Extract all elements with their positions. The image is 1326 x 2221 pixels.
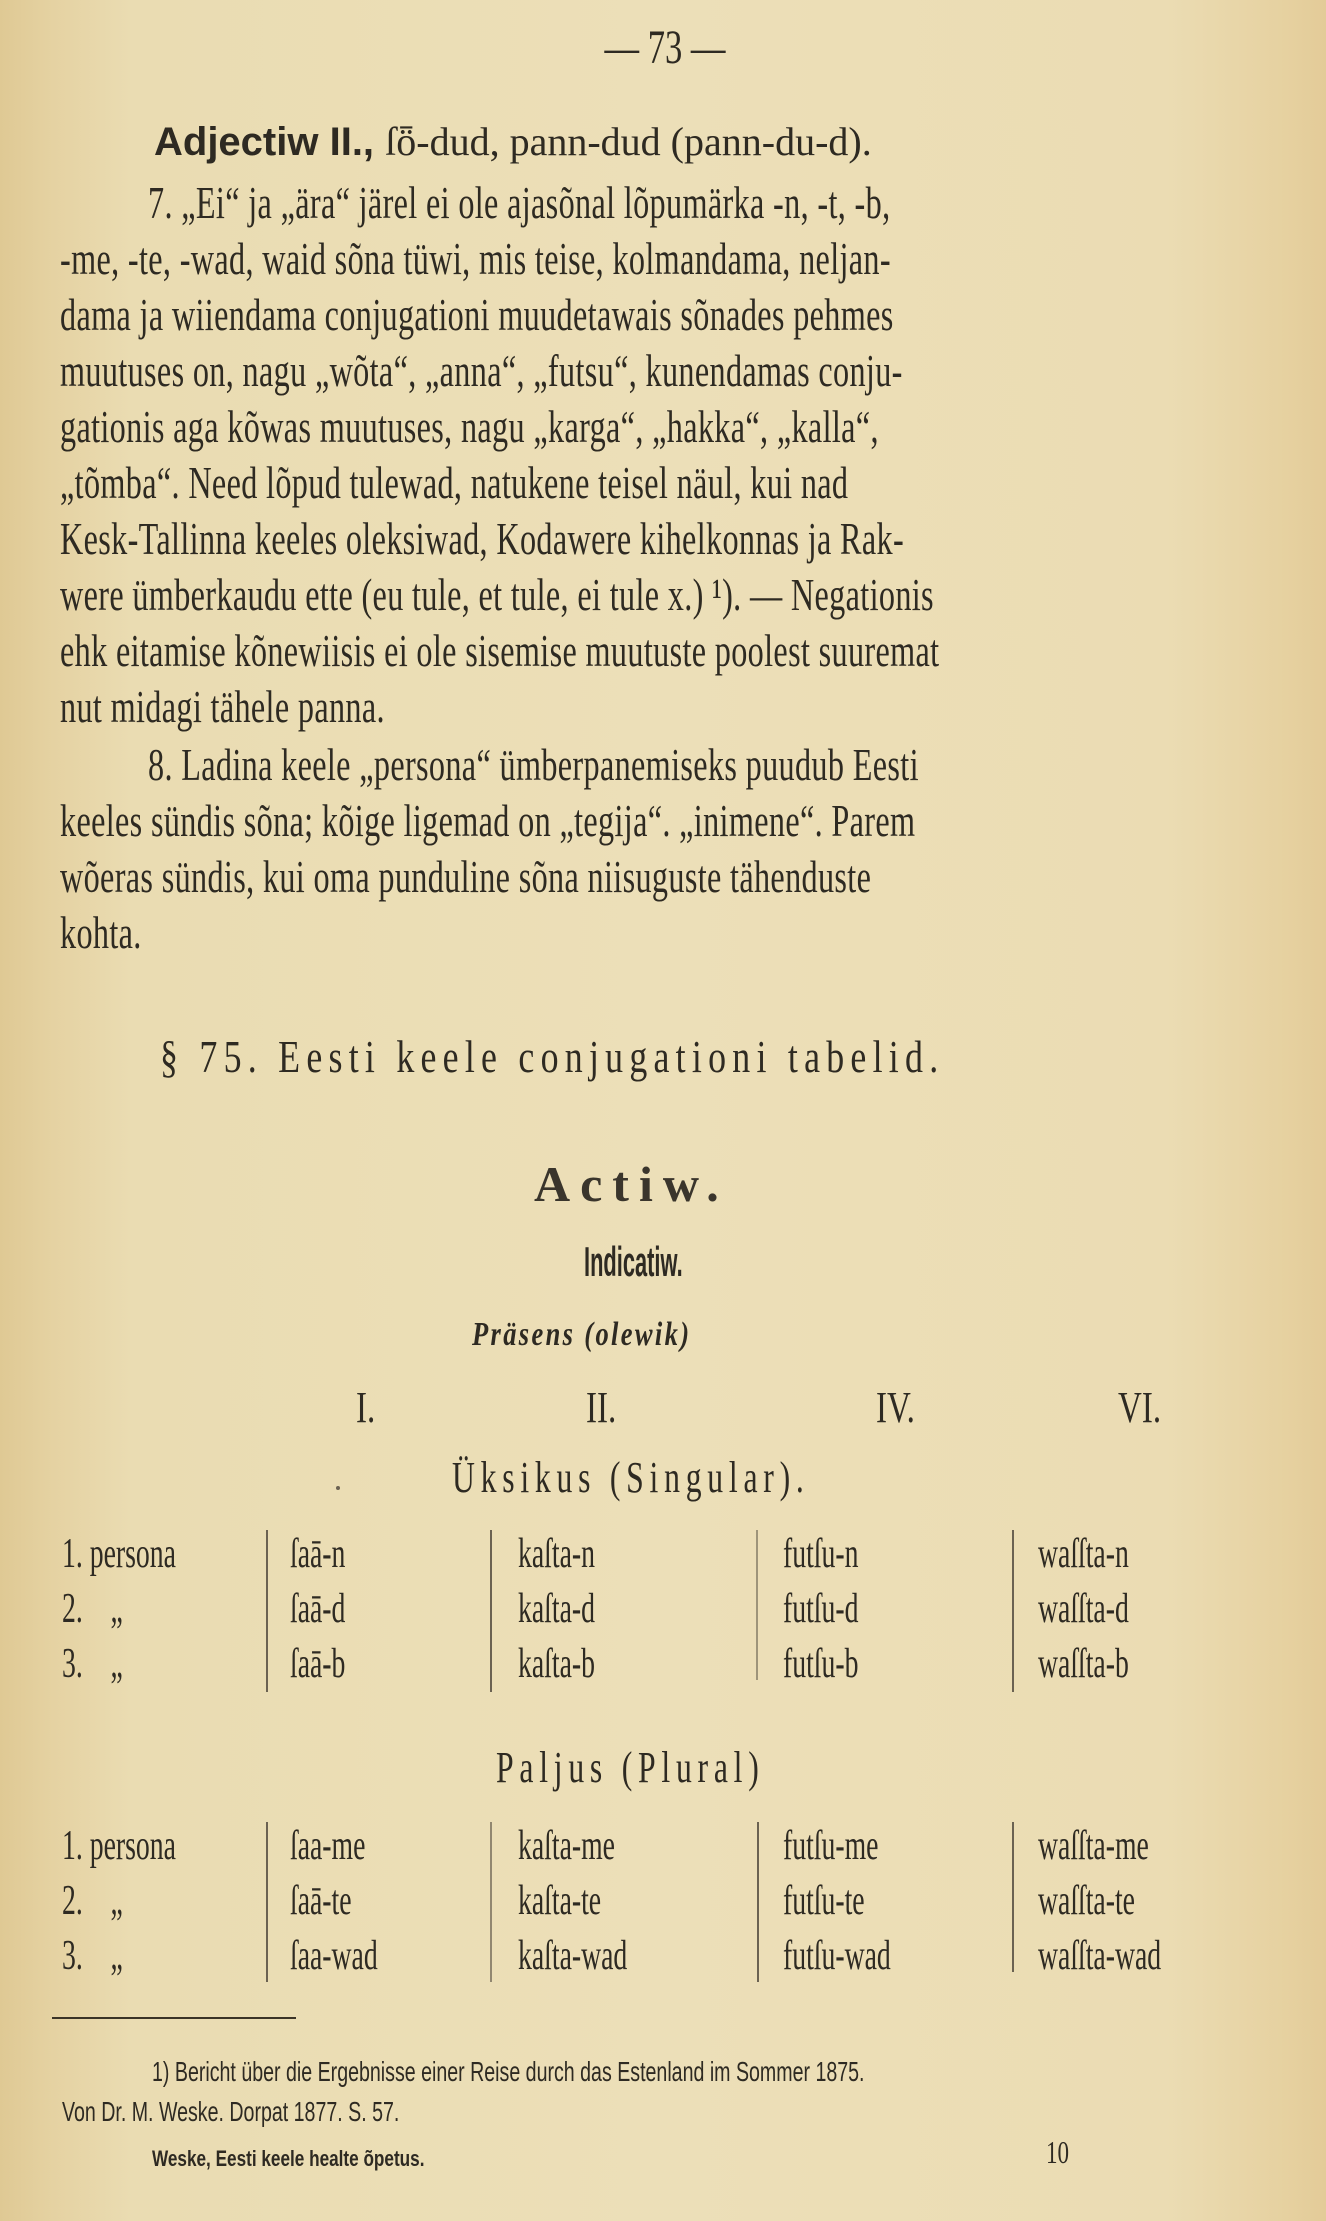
verb-form: futſu-wad: [783, 1933, 891, 1979]
footnote-line: 1) Bericht über die Ergebnisse einer Reise durch das Estenland im Sommer 1875.: [152, 2056, 865, 2087]
paragraph-line: 7. „Ei“ ja „ära“ järel ei ole ajasõnal lõpumärka -n, -t, -b,: [148, 177, 891, 228]
signature-mark: 10: [1046, 2134, 1070, 2170]
person-label: 3. „: [62, 1933, 123, 1979]
running-header: [154, 118, 872, 165]
verb-form: waſſta-te: [1038, 1878, 1135, 1924]
paragraph-line: 8. Ladina keele „persona“ ümberpanemiseks puudub Eesti: [148, 739, 919, 790]
column-rule: [1012, 1822, 1014, 1972]
paragraph-line: wõeras sündis, kui oma punduline sõna niisuguste tähenduste: [60, 851, 872, 902]
column-rule: [266, 1822, 268, 1982]
column-rule: [1012, 1530, 1014, 1692]
voice-heading: Actiw.: [534, 1156, 729, 1212]
verb-form: ſaa-wad: [290, 1933, 378, 1979]
verb-form: ſaā-d: [290, 1586, 346, 1632]
paragraph-line: were ümberkaudu ette (eu tule, et tule, ei tule x.) ¹). — Negationis: [60, 569, 934, 620]
person-label: 2. „: [62, 1878, 123, 1924]
verb-form: waſſta-n: [1038, 1531, 1129, 1577]
verb-form: kaſta-b: [518, 1641, 595, 1687]
verb-form: waſſta-d: [1038, 1586, 1129, 1632]
page-number: — 73 —: [604, 21, 726, 74]
verb-form: futſu-me: [783, 1823, 879, 1869]
section-heading: § 75. Eesti keele conjugationi tabelid.: [160, 1031, 945, 1082]
verb-form: waſſta-wad: [1038, 1933, 1162, 1979]
signature-line: Weske, Eesti keele healte õpetus.: [152, 2146, 425, 2171]
person-label: 2. „: [62, 1586, 123, 1632]
column-rule: [490, 1530, 492, 1692]
verb-form: kaſta-d: [518, 1586, 595, 1632]
column-rule: [266, 1530, 268, 1692]
verb-form: ſaā-te: [290, 1878, 352, 1924]
verb-form: kaſta-me: [518, 1823, 615, 1869]
verb-form: kaſta-n: [518, 1531, 595, 1577]
paragraph-line: ehk eitamise kõnewiisis ei ole sisemise muutuste poolest suuremat: [60, 625, 940, 676]
column-header: IV.: [876, 1383, 915, 1432]
column-rule: [757, 1822, 759, 1982]
person-label: 3. „: [62, 1641, 123, 1687]
singular-heading: Üksikus (Singular).: [452, 1453, 810, 1502]
verb-form: kaſta-te: [518, 1878, 602, 1924]
paragraph-line: dama ja wiiendama conjugationi muudetawais sõnades pehmes: [60, 289, 894, 340]
column-header: I.: [356, 1383, 376, 1432]
tense-heading: Präsens (olewik): [472, 1316, 692, 1353]
paragraph-line: gationis aga kõwas muutuses, nagu „karga“, „hakka“, „kalla“,: [60, 401, 879, 452]
paragraph-line: „tõmba“. Need lõpud tulewad, natukene teisel näul, kui nad: [60, 457, 849, 508]
person-label: 1. persona: [62, 1823, 176, 1869]
person-label: 1. persona: [62, 1531, 176, 1577]
verb-form: waſſta-b: [1038, 1641, 1129, 1687]
verb-form: waſſta-me: [1038, 1823, 1149, 1869]
footnote-line: Von Dr. M. Weske. Dorpat 1877. S. 57.: [62, 2096, 400, 2127]
verb-form: futſu-n: [783, 1531, 859, 1577]
stray-dot: [336, 1486, 340, 1490]
paragraph-line: Kesk-Tallinna keeles oleksiwad, Kodawere kihelkonnas ja Rak-: [60, 513, 905, 564]
footnote-rule: [52, 2017, 296, 2019]
verb-form: futſu-b: [783, 1641, 859, 1687]
paragraph-line: keeles sündis sõna; kõige ligemad on „tegija“. „inimene“. Parem: [60, 795, 916, 846]
header-label: Adjectiw II.,: [154, 120, 375, 164]
verb-form: ſaa-me: [290, 1823, 366, 1869]
verb-form: ſaā-n: [290, 1531, 346, 1577]
plural-heading: Paljus (Plural): [496, 1743, 765, 1792]
verb-form: kaſta-wad: [518, 1933, 628, 1979]
header-forms: ſȫ-dud, pann-dud (pann-du-d).: [385, 119, 872, 164]
column-header: VI.: [1118, 1383, 1162, 1432]
paragraph-line: -me, -te, -wad, waid sõna tüwi, mis teise, kolmandama, neljan-: [60, 233, 891, 284]
paragraph-line: muutuses on, nagu „wõta“, „anna“, „futsu“, kunendamas conju-: [60, 345, 903, 396]
column-rule: [490, 1822, 492, 1982]
paragraph-line: nut midagi tähele panna.: [60, 681, 385, 732]
verb-form: futſu-te: [783, 1878, 865, 1924]
column-header: II.: [586, 1383, 617, 1432]
mood-heading: Indicatiw.: [584, 1238, 683, 1285]
verb-form: futſu-d: [783, 1586, 859, 1632]
verb-form: ſaā-b: [290, 1641, 346, 1687]
paragraph-line: kohta.: [60, 907, 142, 958]
column-rule: [756, 1530, 758, 1680]
